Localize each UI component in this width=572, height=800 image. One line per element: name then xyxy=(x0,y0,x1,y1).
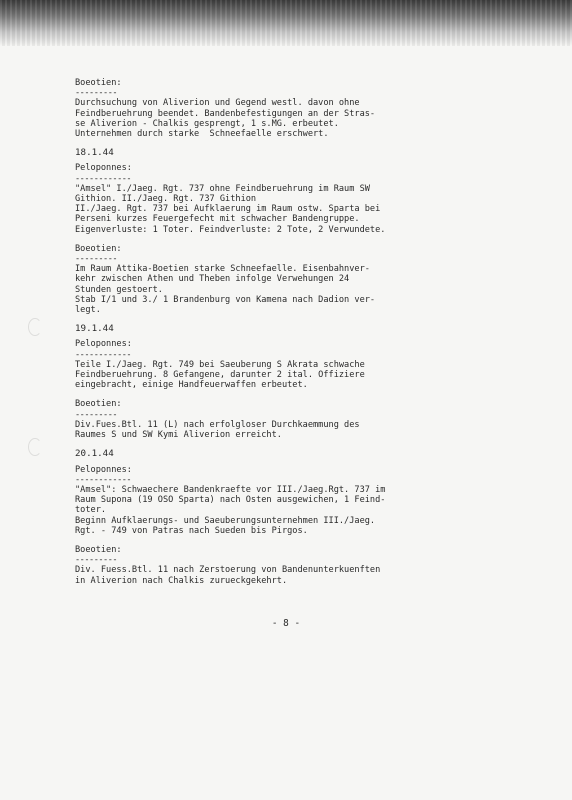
heading-underline: --------- xyxy=(75,555,118,566)
heading-underline: --------- xyxy=(75,254,118,265)
report-line: Teile I./Jaeg. Rgt. 749 bei Saeuberung S Akrata schwache xyxy=(75,359,365,370)
report-line: Div.Fues.Btl. 11 (L) nach erfolgloser Durchkaemmung des xyxy=(75,419,360,430)
heading-underline: ------------ xyxy=(75,349,132,360)
report-line: Durchsuchung von Aliverion und Gegend westl. davon ohne xyxy=(75,98,360,109)
document-body xyxy=(75,78,445,586)
report-line: II./Jaeg. Rgt. 737 bei Aufklaerung im Raum ostw. Sparta bei xyxy=(75,204,381,215)
punch-hole-mark xyxy=(28,438,42,456)
report-date: 20.1.44 xyxy=(75,448,114,460)
region-heading: Boeotien: xyxy=(75,78,122,88)
region-heading: Boeotien: xyxy=(75,544,122,555)
report-line: Feindberuehrung. 8 Gefangene, darunter 2 ital. Offiziere xyxy=(75,370,365,381)
report-section xyxy=(75,235,445,315)
report-section xyxy=(75,536,445,586)
report-date: 18.1.44 xyxy=(75,147,114,159)
region-heading: Boeotien: xyxy=(75,399,122,410)
report-line: "Amsel" I./Jaeg. Rgt. 737 ohne Feindberuehrung im Raum SW xyxy=(75,183,370,194)
report-section xyxy=(75,139,445,235)
report-line: "Amsel": Schwaechere Bandenkraefte vor III./Jaeg.Rgt. 737 im xyxy=(75,484,386,495)
punch-hole-mark xyxy=(28,318,42,336)
region-heading: Peloponnes: xyxy=(75,163,132,174)
report-line: Div. Fuess.Btl. 11 nach Zerstoerung von Bandenunterkuenften xyxy=(75,565,381,576)
heading-underline: --------- xyxy=(75,409,118,420)
report-section xyxy=(75,315,445,390)
region-heading: Peloponnes: xyxy=(75,339,132,350)
report-line: Unternehmen durch starke Schneefaelle erschwert. xyxy=(75,129,329,140)
heading-underline: ------------ xyxy=(75,474,132,485)
heading-underline: --------- xyxy=(75,88,118,99)
report-line: Rgt. - 749 von Patras nach Sueden bis Pirgos. xyxy=(75,525,308,536)
report-line: Beginn Aufklaerungs- und Saeuberungsunternehmen III./Jaeg. xyxy=(75,515,376,526)
heading-underline: ------------ xyxy=(75,173,132,184)
report-line: Eigenverluste: 1 Toter. Feindverluste: 2 Tote, 2 Verwundete. xyxy=(75,224,386,235)
report-line: Stunden gestoert. xyxy=(75,284,163,295)
report-section xyxy=(75,390,445,440)
report-line: in Aliverion nach Chalkis zurueckgekehrt. xyxy=(75,575,288,586)
report-date: 19.1.44 xyxy=(75,323,114,335)
report-section xyxy=(75,440,445,536)
report-line: legt. xyxy=(75,305,101,316)
report-line: eingebracht, einige Handfeuerwaffen erbeutet. xyxy=(75,380,308,391)
report-line: Githion. II./Jaeg. Rgt. 737 Githion xyxy=(75,194,257,205)
report-line: Feindberuehrung beendet. Bandenbefestigungen an der Stras- xyxy=(75,108,376,119)
report-section xyxy=(75,78,445,139)
report-line: toter. xyxy=(75,505,107,516)
report-line: Stab I/1 und 3./ 1 Brandenburg von Kamena nach Dadion ver- xyxy=(75,294,376,305)
report-line: se Aliverion - Chalkis gesprengt, 1 s.MG. erbeutet. xyxy=(75,118,339,129)
report-line: Im Raum Attika-Boetien starke Schneefaelle. Eisenbahnver- xyxy=(75,264,370,275)
scan-top-shadow xyxy=(0,0,572,46)
report-line: Perseni kurzes Feuergefecht mit schwacher Bandengruppe. xyxy=(75,214,360,225)
report-line: Raum Supona (19 OSO Sparta) nach Osten ausgewichen, 1 Feind- xyxy=(75,495,386,506)
report-line: kehr zwischen Athen und Theben infolge Verwehungen 24 xyxy=(75,274,350,285)
region-heading: Peloponnes: xyxy=(75,464,132,475)
page-number: - 8 - xyxy=(271,618,301,629)
region-heading: Boeotien: xyxy=(75,243,122,254)
report-line: Raumes S und SW Kymi Aliverion erreicht. xyxy=(75,430,282,441)
